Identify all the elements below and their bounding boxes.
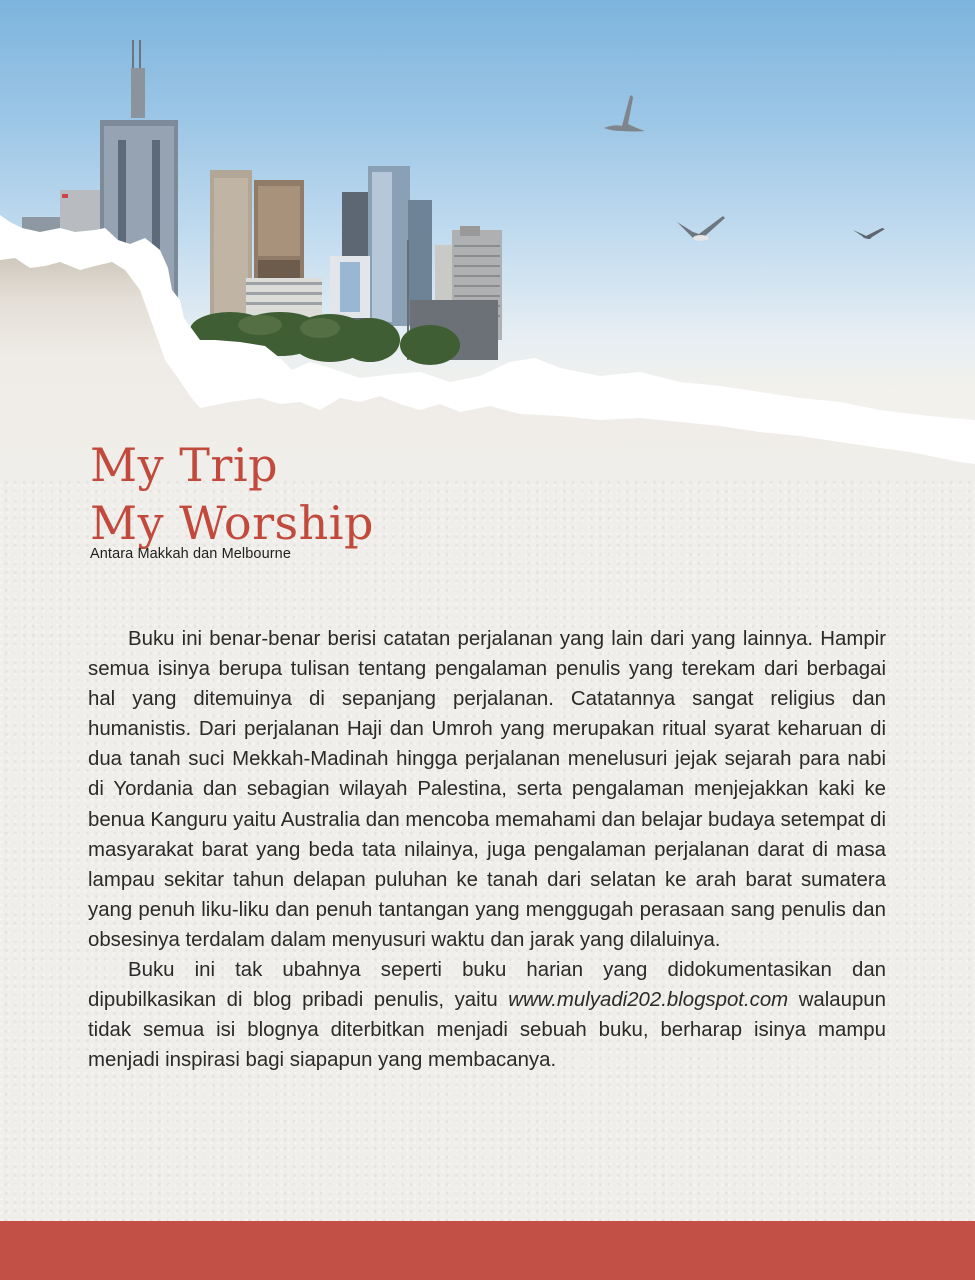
subtitle: Antara Makkah dan Melbourne xyxy=(90,546,291,562)
title-line-1: My Trip xyxy=(90,438,279,492)
blog-url-link[interactable]: www.mulyadi202.blogspot.com xyxy=(508,989,789,1012)
footer-band xyxy=(0,1221,975,1280)
seagull-icon xyxy=(675,214,730,246)
torn-paper-edge xyxy=(0,0,975,480)
synopsis-paragraph-1: Buku ini benar-benar berisi catatan perjalanan yang lain dari yang lainnya. Hampir semua isinya berupa tulisan tentang pengalaman penulis yang terekam dari berbagai hal yang ditemuinya di sepanjang perjalanan. Catatannya sangat religius dan humanistis. Dari perjalanan Haji dan Umroh yang merupakan ritual syarat keharuan di dua tanah suci Mekkah-Madinah hingga perjalanan menelusuri jejak sejarah para nabi di Yordania dan sebagian wilayah Palestina, serta pengalaman menjejakkan kaki ke benua Kanguru yaitu Australia dan mencoba memahami dan belajar budaya setempat di masyarakat barat yang beda tata nilainya, juga pengalaman perjalanan darat di masa lampau sekitar tahun delapan puluhan ke tanah dari selatan ke arah barat sumatera yang penuh liku-liku dan penuh tantangan yang menggugah perasaan sang penulis dan obsesinya terdalam dalam menyusuri waktu dan jarak yang dilaluinya. xyxy=(88,628,887,951)
title-line-2: My Worship xyxy=(90,496,374,550)
synopsis-paragraph-2 xyxy=(88,955,886,1075)
paragraph-2-text-start: Buku ini tak ubahnya seperti buku harian yang didokumentasikan dan dipubilkasikan di blog pribadi penulis, yaitu xyxy=(88,959,886,1012)
seagull-icon xyxy=(852,224,886,242)
paragraph-2-text-end: walaupun tidak semua isi blognya diterbitkan menjadi sebuah buku, berharap isinya mampu menjadi inspirasi bagi siapapun yang membacanya. xyxy=(88,989,886,1072)
title-block xyxy=(90,436,374,562)
seagull-icon xyxy=(600,90,650,140)
synopsis xyxy=(88,624,886,1075)
